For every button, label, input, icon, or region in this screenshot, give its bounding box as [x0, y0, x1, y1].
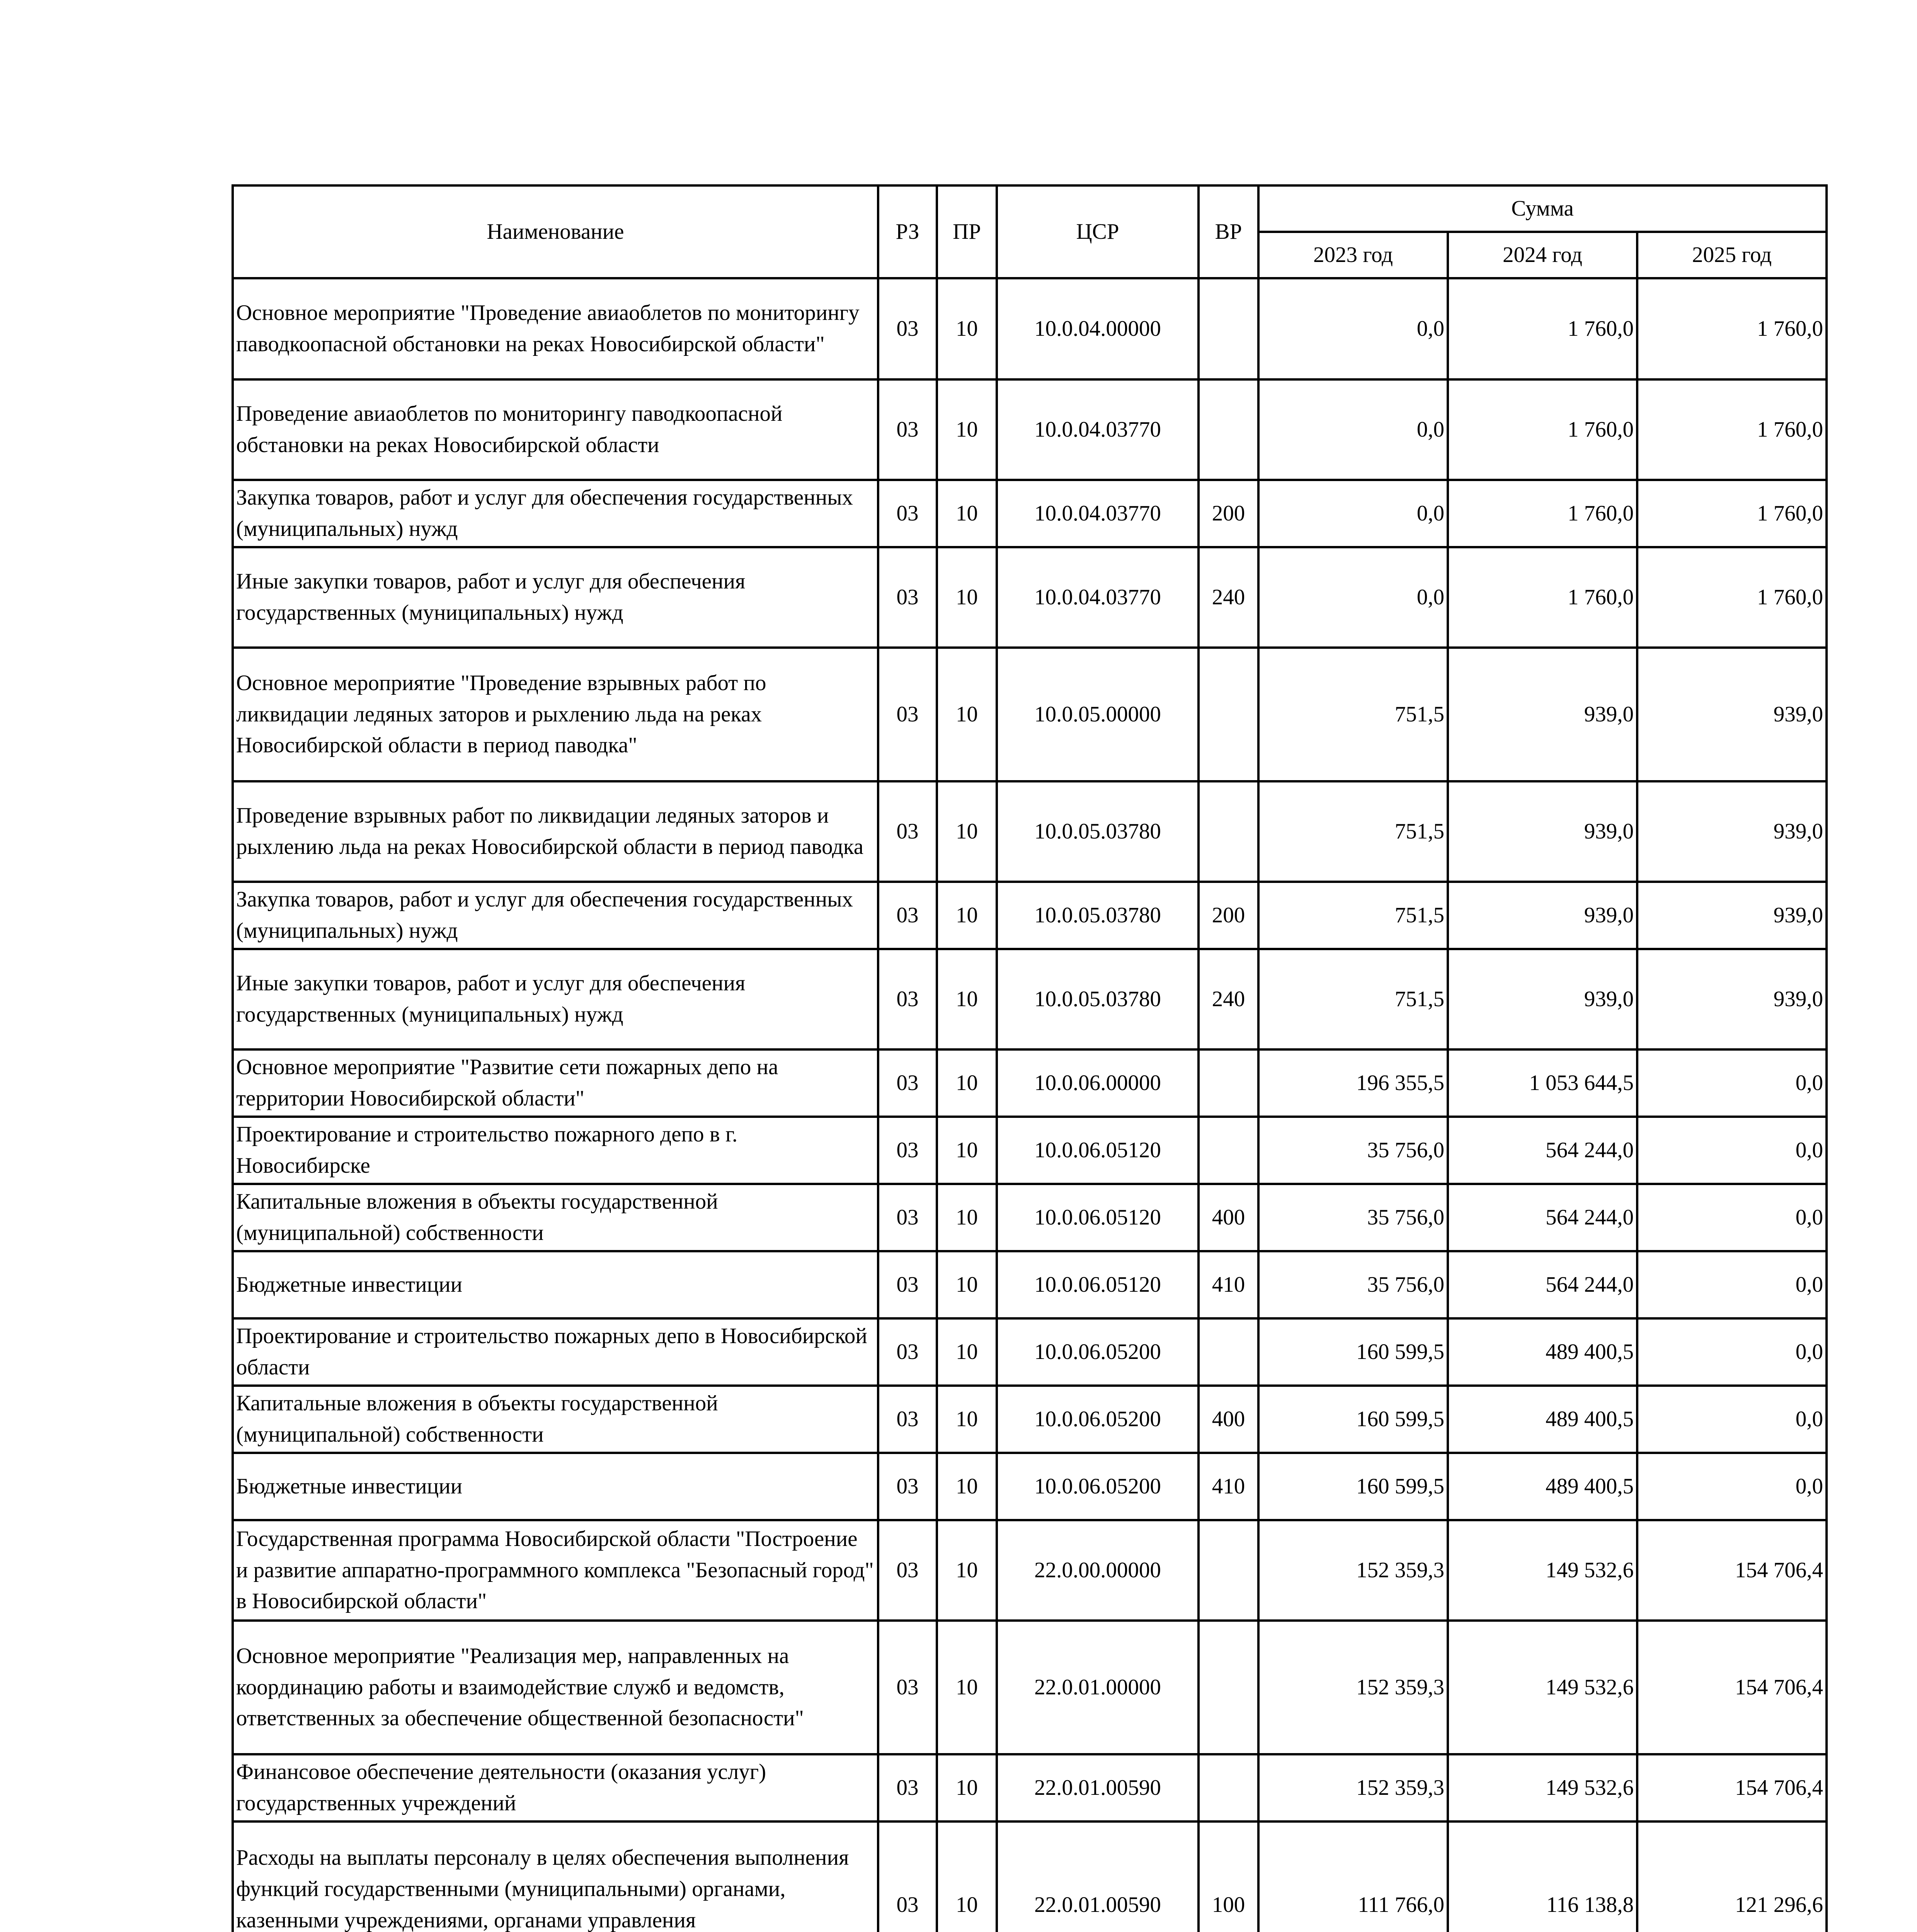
cell-2023: 0,0 — [1258, 278, 1448, 379]
table-row — [233, 1754, 1827, 1821]
table-row — [233, 1621, 1827, 1754]
cell-pr: 10 — [937, 1821, 997, 1932]
header-2024: 2024 год — [1448, 232, 1637, 278]
cell-2023: 111 766,0 — [1258, 1821, 1448, 1932]
cell-vr: 100 — [1199, 1821, 1258, 1932]
cell-rz: 03 — [878, 547, 937, 648]
cell-pr: 10 — [937, 1251, 997, 1318]
cell-name: Закупка товаров, работ и услуг для обеспечения государственных (муниципальных) нужд — [233, 882, 878, 949]
cell-2024: 489 400,5 — [1448, 1386, 1637, 1453]
cell-pr: 10 — [937, 1117, 997, 1184]
cell-vr — [1199, 1520, 1258, 1621]
cell-name: Бюджетные инвестиции — [233, 1251, 878, 1318]
cell-rz: 03 — [878, 1184, 937, 1251]
cell-2024: 116 138,8 — [1448, 1821, 1637, 1932]
cell-csr: 10.0.04.00000 — [997, 278, 1199, 379]
cell-2023: 152 359,3 — [1258, 1520, 1448, 1621]
cell-name: Закупка товаров, работ и услуг для обеспечения государственных (муниципальных) нужд — [233, 480, 878, 547]
cell-vr — [1199, 379, 1258, 480]
cell-2023: 0,0 — [1258, 379, 1448, 480]
cell-2024: 564 244,0 — [1448, 1117, 1637, 1184]
cell-name: Расходы на выплаты персоналу в целях обеспечения выполнения функций государственными (муниципальными) органами, казенными учреждениями, органами управления — [233, 1821, 878, 1932]
budget-table — [232, 184, 1828, 1932]
table-row — [233, 1318, 1827, 1386]
cell-pr: 10 — [937, 949, 997, 1049]
cell-rz: 03 — [878, 1386, 937, 1453]
cell-2024: 1 760,0 — [1448, 480, 1637, 547]
cell-rz: 03 — [878, 1621, 937, 1754]
cell-vr — [1199, 1621, 1258, 1754]
cell-rz: 03 — [878, 1318, 937, 1386]
cell-2025: 1 760,0 — [1637, 278, 1827, 379]
cell-2025: 0,0 — [1637, 1184, 1827, 1251]
table-row — [233, 547, 1827, 648]
cell-rz: 03 — [878, 949, 937, 1049]
cell-vr: 410 — [1199, 1453, 1258, 1520]
cell-rz: 03 — [878, 1520, 937, 1621]
cell-vr — [1199, 1117, 1258, 1184]
cell-2025: 939,0 — [1637, 882, 1827, 949]
cell-pr: 10 — [937, 1621, 997, 1754]
table-row — [233, 1184, 1827, 1251]
cell-pr: 10 — [937, 278, 997, 379]
cell-2023: 35 756,0 — [1258, 1251, 1448, 1318]
cell-2023: 196 355,5 — [1258, 1049, 1448, 1117]
cell-csr: 10.0.04.03770 — [997, 547, 1199, 648]
cell-pr: 10 — [937, 1049, 997, 1117]
cell-2023: 751,5 — [1258, 781, 1448, 882]
cell-name: Капитальные вложения в объекты государственной (муниципальной) собственности — [233, 1184, 878, 1251]
cell-2025: 0,0 — [1637, 1251, 1827, 1318]
cell-2025: 1 760,0 — [1637, 379, 1827, 480]
cell-vr — [1199, 1318, 1258, 1386]
table-row — [233, 1821, 1827, 1932]
cell-rz: 03 — [878, 1049, 937, 1117]
cell-2025: 121 296,6 — [1637, 1821, 1827, 1932]
cell-csr: 10.0.06.05120 — [997, 1251, 1199, 1318]
table-row — [233, 1520, 1827, 1621]
cell-vr — [1199, 278, 1258, 379]
cell-rz: 03 — [878, 781, 937, 882]
cell-2024: 489 400,5 — [1448, 1318, 1637, 1386]
cell-2025: 0,0 — [1637, 1386, 1827, 1453]
header-csr: ЦСР — [997, 185, 1199, 278]
cell-rz: 03 — [878, 1754, 937, 1821]
table-row — [233, 278, 1827, 379]
cell-vr — [1199, 648, 1258, 781]
cell-2025: 939,0 — [1637, 781, 1827, 882]
cell-2024: 1 053 644,5 — [1448, 1049, 1637, 1117]
table-row — [233, 1117, 1827, 1184]
cell-pr: 10 — [937, 1318, 997, 1386]
cell-name: Основное мероприятие "Проведение взрывных работ по ликвидации ледяных заторов и рыхлению льда на реках Новосибирской области в период паводка" — [233, 648, 878, 781]
cell-2024: 564 244,0 — [1448, 1184, 1637, 1251]
cell-vr — [1199, 1049, 1258, 1117]
header-row-top — [233, 185, 1827, 232]
header-sum: Сумма — [1258, 185, 1827, 232]
cell-rz: 03 — [878, 1251, 937, 1318]
cell-2023: 35 756,0 — [1258, 1184, 1448, 1251]
cell-vr: 240 — [1199, 949, 1258, 1049]
cell-rz: 03 — [878, 1453, 937, 1520]
cell-pr: 10 — [937, 1520, 997, 1621]
cell-vr: 410 — [1199, 1251, 1258, 1318]
cell-rz: 03 — [878, 480, 937, 547]
cell-2024: 1 760,0 — [1448, 547, 1637, 648]
cell-name: Основное мероприятие "Развитие сети пожарных депо на территории Новосибирской области" — [233, 1049, 878, 1117]
cell-2025: 939,0 — [1637, 949, 1827, 1049]
cell-rz: 03 — [878, 648, 937, 781]
table-row — [233, 480, 1827, 547]
cell-csr: 10.0.06.05120 — [997, 1117, 1199, 1184]
cell-2023: 35 756,0 — [1258, 1117, 1448, 1184]
cell-csr: 22.0.01.00590 — [997, 1821, 1199, 1932]
table-row — [233, 882, 1827, 949]
cell-csr: 10.0.06.05120 — [997, 1184, 1199, 1251]
cell-csr: 10.0.05.00000 — [997, 648, 1199, 781]
cell-vr — [1199, 781, 1258, 882]
cell-vr: 200 — [1199, 882, 1258, 949]
table-row — [233, 1251, 1827, 1318]
cell-2023: 0,0 — [1258, 547, 1448, 648]
cell-2025: 1 760,0 — [1637, 480, 1827, 547]
cell-name: Проектирование и строительство пожарных депо в Новосибирской области — [233, 1318, 878, 1386]
table-row — [233, 949, 1827, 1049]
table-row — [233, 648, 1827, 781]
cell-pr: 10 — [937, 882, 997, 949]
cell-2024: 489 400,5 — [1448, 1453, 1637, 1520]
cell-2024: 939,0 — [1448, 648, 1637, 781]
header-rz: РЗ — [878, 185, 937, 278]
cell-pr: 10 — [937, 480, 997, 547]
cell-2024: 1 760,0 — [1448, 379, 1637, 480]
cell-rz: 03 — [878, 278, 937, 379]
table-body — [233, 278, 1827, 1932]
cell-2025: 154 706,4 — [1637, 1621, 1827, 1754]
table-row — [233, 379, 1827, 480]
cell-csr: 10.0.06.05200 — [997, 1318, 1199, 1386]
cell-name: Государственная программа Новосибирской области "Построение и развитие аппаратно-программного комплекса "Безопасный город" в Новосибирской области" — [233, 1520, 878, 1621]
cell-2024: 939,0 — [1448, 882, 1637, 949]
cell-2023: 0,0 — [1258, 480, 1448, 547]
cell-name: Проектирование и строительство пожарного депо в г. Новосибирске — [233, 1117, 878, 1184]
cell-rz: 03 — [878, 1821, 937, 1932]
cell-2023: 160 599,5 — [1258, 1386, 1448, 1453]
cell-2025: 0,0 — [1637, 1453, 1827, 1520]
cell-2025: 154 706,4 — [1637, 1520, 1827, 1621]
cell-name: Проведение авиаоблетов по мониторингу паводкоопасной обстановки на реках Новосибирской области — [233, 379, 878, 480]
cell-name: Проведение взрывных работ по ликвидации ледяных заторов и рыхлению льда на реках Новосибирской области в период паводка — [233, 781, 878, 882]
cell-name: Бюджетные инвестиции — [233, 1453, 878, 1520]
cell-name: Основное мероприятие "Проведение авиаоблетов по мониторингу паводкоопасной обстановки на реках Новосибирской области" — [233, 278, 878, 379]
table-row — [233, 1453, 1827, 1520]
cell-name: Капитальные вложения в объекты государственной (муниципальной) собственности — [233, 1386, 878, 1453]
cell-pr: 10 — [937, 648, 997, 781]
header-2025: 2025 год — [1637, 232, 1827, 278]
cell-name: Иные закупки товаров, работ и услуг для обеспечения государственных (муниципальных) нужд — [233, 547, 878, 648]
cell-2025: 0,0 — [1637, 1117, 1827, 1184]
cell-2024: 149 532,6 — [1448, 1520, 1637, 1621]
cell-name: Основное мероприятие "Реализация мер, направленных на координацию работы и взаимодействие служб и ведомств, ответственных за обеспечение общественной безопасности" — [233, 1621, 878, 1754]
cell-2025: 0,0 — [1637, 1049, 1827, 1117]
cell-csr: 22.0.00.00000 — [997, 1520, 1199, 1621]
table-row — [233, 1386, 1827, 1453]
cell-pr: 10 — [937, 781, 997, 882]
cell-2024: 149 532,6 — [1448, 1621, 1637, 1754]
cell-2023: 160 599,5 — [1258, 1453, 1448, 1520]
table-header — [233, 185, 1827, 278]
cell-csr: 10.0.06.00000 — [997, 1049, 1199, 1117]
cell-2025: 154 706,4 — [1637, 1754, 1827, 1821]
table-row — [233, 781, 1827, 882]
cell-2023: 152 359,3 — [1258, 1621, 1448, 1754]
cell-2025: 939,0 — [1637, 648, 1827, 781]
cell-vr — [1199, 1754, 1258, 1821]
cell-2024: 939,0 — [1448, 781, 1637, 882]
cell-2025: 0,0 — [1637, 1318, 1827, 1386]
cell-rz: 03 — [878, 1117, 937, 1184]
cell-vr: 240 — [1199, 547, 1258, 648]
header-name: Наименование — [233, 185, 878, 278]
cell-2024: 939,0 — [1448, 949, 1637, 1049]
cell-2023: 160 599,5 — [1258, 1318, 1448, 1386]
cell-vr: 400 — [1199, 1386, 1258, 1453]
cell-pr: 10 — [937, 1453, 997, 1520]
cell-2023: 751,5 — [1258, 648, 1448, 781]
cell-2023: 152 359,3 — [1258, 1754, 1448, 1821]
cell-name: Финансовое обеспечение деятельности (оказания услуг) государственных учреждений — [233, 1754, 878, 1821]
cell-2023: 751,5 — [1258, 949, 1448, 1049]
cell-2024: 149 532,6 — [1448, 1754, 1637, 1821]
cell-csr: 10.0.04.03770 — [997, 379, 1199, 480]
cell-csr: 10.0.05.03780 — [997, 882, 1199, 949]
cell-vr: 400 — [1199, 1184, 1258, 1251]
cell-rz: 03 — [878, 379, 937, 480]
cell-csr: 10.0.05.03780 — [997, 781, 1199, 882]
cell-2024: 1 760,0 — [1448, 278, 1637, 379]
cell-pr: 10 — [937, 1754, 997, 1821]
cell-csr: 10.0.05.03780 — [997, 949, 1199, 1049]
header-pr: ПР — [937, 185, 997, 278]
header-2023: 2023 год — [1258, 232, 1448, 278]
cell-pr: 10 — [937, 1386, 997, 1453]
cell-csr: 10.0.06.05200 — [997, 1386, 1199, 1453]
cell-csr: 10.0.06.05200 — [997, 1453, 1199, 1520]
cell-name: Иные закупки товаров, работ и услуг для обеспечения государственных (муниципальных) нужд — [233, 949, 878, 1049]
cell-csr: 10.0.04.03770 — [997, 480, 1199, 547]
cell-2025: 1 760,0 — [1637, 547, 1827, 648]
cell-rz: 03 — [878, 882, 937, 949]
cell-vr: 200 — [1199, 480, 1258, 547]
cell-pr: 10 — [937, 547, 997, 648]
header-vr: ВР — [1199, 185, 1258, 278]
cell-2024: 564 244,0 — [1448, 1251, 1637, 1318]
cell-pr: 10 — [937, 379, 997, 480]
cell-csr: 22.0.01.00590 — [997, 1754, 1199, 1821]
cell-csr: 22.0.01.00000 — [997, 1621, 1199, 1754]
cell-pr: 10 — [937, 1184, 997, 1251]
table-row — [233, 1049, 1827, 1117]
cell-2023: 751,5 — [1258, 882, 1448, 949]
